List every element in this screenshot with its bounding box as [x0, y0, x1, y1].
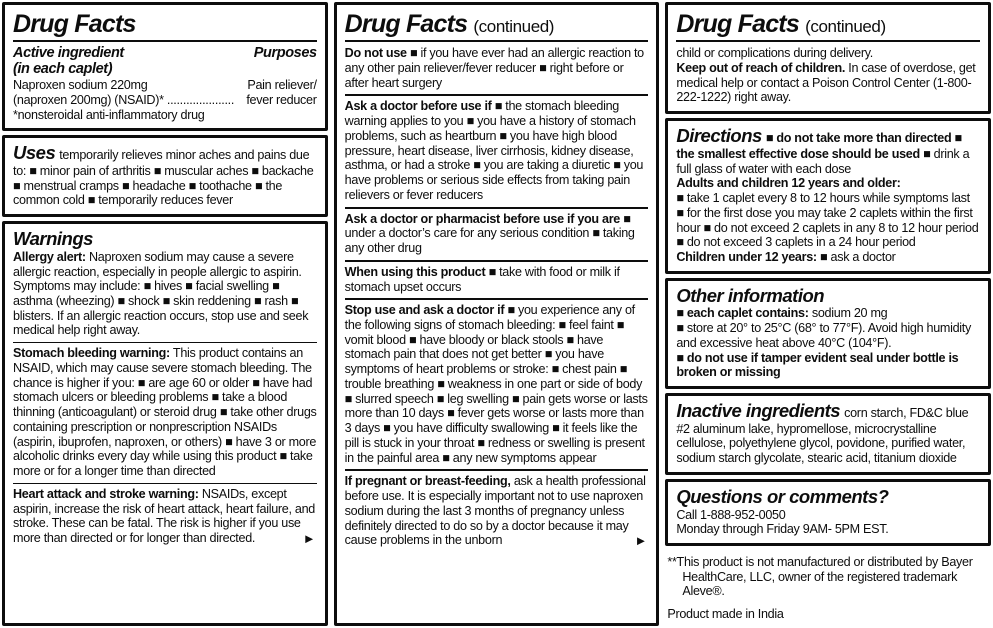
continued-suffix: (continued)	[473, 17, 555, 36]
column-right	[665, 2, 991, 626]
disclaimer-text: This product is not manufactured or distributed by Bayer HealthCare, LLC, owner of the registered trademark Aleve®.	[676, 554, 973, 599]
children-head: Children under 12 years:	[676, 249, 817, 264]
drug-facts-title: Drug Facts	[13, 10, 136, 38]
stomach-bleeding-section	[13, 342, 317, 479]
panel-inactive-ingredients	[665, 393, 991, 475]
do-not-use-head: Do not use	[344, 46, 407, 61]
pregnant-body: ask a health professional before use. It is especially important not to use naproxen sodium during the last 3 months of pregnancy unless definitely directed to do so by a doctor because it may cause problems in the unborn	[344, 474, 646, 548]
ask-doctor-body: ■ the stomach bleeding warning applies to you ■ you have a history of stomach problems, such as heartburn ■ you have high blood pressure, heart disease, liver cirrhosis, kidney disease, asthma, or had a stroke ■ you are taking a diuretic ■ you have problems or serious side effects from taking pain relievers or fever reducers	[344, 99, 644, 202]
sodium-body: sodium 20 mg	[811, 306, 888, 321]
label-footnotes	[665, 550, 991, 622]
disclaimer-marker: **	[667, 554, 677, 569]
inactive-ingredients-body: corn starch, FD&C blue #2 aluminum lake, hypromellose, microcrystalline cellulose, polyethylene glycol, povidone, purified water, sodium starch glycolate, stearic acid, titanium dioxide	[676, 406, 969, 466]
panel-other-information	[665, 278, 991, 389]
do-not-use-body: ■ if you have ever had an allergic reaction to any other pain reliever/fever reducer ■ right before or after heart surgery	[344, 46, 644, 90]
bayer-disclaimer	[667, 555, 987, 599]
ask-doctor-section	[345, 94, 649, 202]
ask-pharmacist-head: Ask a doctor or pharmacist before use if you are	[344, 211, 621, 226]
stop-use-section	[345, 298, 649, 465]
active-ingredient-heading-line1: Active ingredient	[13, 45, 124, 62]
heart-attack-head: Heart attack and stroke warning:	[13, 486, 199, 501]
drug-facts-title-text: Drug Facts	[676, 10, 799, 38]
ask-pharmacist-section	[345, 207, 649, 256]
uses-heading: Uses	[13, 142, 56, 164]
pregnant-head: If pregnant or breast-feeding,	[344, 474, 511, 489]
drug-facts-continued-title	[345, 9, 649, 37]
purposes-heading: Purposes	[253, 45, 317, 62]
stomach-bleeding-head: Stomach bleeding warning:	[13, 346, 170, 361]
stop-use-head: Stop use and ask a doctor if	[344, 303, 505, 318]
adults-head: Adults and children 12 years and older:	[676, 176, 901, 191]
stomach-bleeding-body: This product contains an NSAID, which may cause severe stomach bleeding. The chance is higher if you: ■ are age 60 or older ■ have had stomach ulcers or bleeding problems ■ take a blood thinning (anticoagulant) or steroid drug ■ take other drugs containing prescription or nonprescription NSAIDs (aspirin, ibuprofen, naproxen, or others) ■ have 3 or more alcoholic drinks every day while using this product ■ take more or for a longer time than directed	[13, 346, 317, 479]
continued-suffix: (continued)	[805, 17, 886, 36]
continued-arrow-icon: ►	[634, 532, 648, 548]
panel-uses	[2, 135, 328, 217]
other-info-item-storage: ■ store at 20° to 25°C (68° to 77°F). Avoid high humidity and excessive heat above 40°C (104°F).	[676, 321, 971, 350]
panel-warnings	[2, 221, 328, 626]
heart-attack-body: NSAIDs, except aspirin, increase the risk of heart attack, heart failure, and stroke. These can be fatal. The risk is higher if you use more than directed or for longer than directed.	[13, 486, 316, 546]
inactive-ingredients-heading: Inactive ingredients	[676, 400, 841, 422]
divider	[13, 40, 317, 42]
panel-keep-out	[665, 2, 991, 114]
when-using-body: ■ take with food or milk if stomach upset occurs	[344, 264, 620, 294]
warnings-heading: Warnings	[13, 228, 93, 250]
questions-phone: Call 1-888-952-0050	[676, 507, 786, 522]
nsaid-footnote: *nonsteroidal anti-inflammatory drug	[13, 107, 205, 122]
other-info-item-sodium	[676, 306, 980, 321]
active-ingredient-heading	[13, 46, 124, 78]
ask-doctor-head: Ask a doctor before use if	[344, 99, 492, 114]
made-in-text: Product made in India	[667, 607, 784, 622]
sodium-head: ■ each caplet contains:	[676, 306, 809, 321]
keep-out-body: In case of overdose, get medical help or contact a Poison Control Center (1-800-222-1222) right away.	[676, 60, 976, 105]
ingredient-name-alt: (naproxen 200mg) (NSAID)* .....................	[13, 92, 235, 107]
pregnancy-carryover-text: child or complications during delivery.	[676, 46, 874, 61]
ingredient-name: Naproxen sodium 220mg	[13, 78, 148, 93]
directions-children	[676, 250, 980, 265]
ingredient-row-1	[13, 78, 317, 93]
ask-pharmacist-body: ■ under a doctor’s care for any serious condition ■ taking any other drug	[344, 211, 635, 256]
questions-hours: Monday through Friday 9AM- 5PM EST.	[676, 522, 889, 537]
drug-facts-continued-title	[676, 9, 980, 37]
purpose-value-2: fever reducer	[246, 92, 317, 107]
stop-use-body: ■ you experience any of the following signs of stomach bleeding: ■ feel faint ■ vomit blood ■ have bloody or black stools ■ have stomach pain that does not get better ■ you have symptoms of heart problems or stroke: ■ chest pain ■ trouble breathing ■ weakness in one part or side of body ■ slurred speech ■ leg swelling ■ pain gets worse or lasts more than 10 days ■ fever gets worse or lasts more than 3 days ■ you have difficulty swallowing ■ it feels like the pill is stuck in your throat ■ redness or swelling is present in the painful area ■ any new symptoms appear	[344, 303, 648, 465]
column-middle	[334, 2, 660, 626]
ingredient-row-2	[13, 93, 317, 108]
directions-intro-regular: ■ drink a full glass of water with each dose	[676, 146, 970, 176]
drug-facts-title-text: Drug Facts	[344, 10, 468, 38]
children-body: ■ ask a doctor	[820, 249, 896, 264]
adults-body: ■ take 1 caplet every 8 to 12 hours while symptoms last ■ for the first dose you may take 2 caplets within the first hour ■ do not exceed 2 caplets in any 8 to 12 hour period ■ do not exceed 3 caplets in a 24 hour period	[676, 191, 979, 250]
other-info-item-tamper: ■ do not use if tamper evident seal under bottle is broken or missing	[676, 350, 959, 380]
keep-out-section	[676, 61, 980, 105]
divider	[345, 40, 649, 42]
allergy-alert-body: Naproxen sodium may cause a severe allergic reaction, especially in people allergic to aspirin. Symptoms may include: ■ hives ■ facial swelling ■ asthma (wheezing) ■ shock ■ skin reddening ■ rash ■ blisters. If an allergic reaction occurs, stop use and seek medical help right away.	[13, 249, 309, 338]
panel-directions	[665, 118, 991, 274]
active-ingredient-heading-row	[13, 46, 317, 78]
column-left	[2, 2, 328, 626]
heart-attack-section	[13, 483, 317, 546]
when-using-head: When using this product	[344, 264, 486, 279]
divider	[676, 40, 980, 42]
when-using-section	[345, 260, 649, 294]
purpose-value-1: Pain reliever/	[247, 78, 317, 93]
directions-intro-bold: ■ do not take more than directed ■ the smallest effective dose should be used	[676, 131, 962, 161]
uses-section	[13, 142, 317, 208]
directions-adults	[676, 176, 980, 250]
active-ingredient-heading-line2: (in each caplet)	[13, 61, 113, 78]
continued-arrow-icon: ►	[302, 530, 316, 546]
pregnant-section	[345, 469, 649, 548]
keep-out-head: Keep out of reach of children.	[676, 60, 846, 75]
allergy-alert-section	[13, 250, 317, 338]
directions-heading: Directions	[676, 125, 762, 147]
panel-active-ingredient	[2, 2, 328, 131]
uses-body: temporarily relieves minor aches and pains due to: ■ minor pain of arthritis ■ muscular aches ■ backache ■ menstrual cramps ■ headache ■ toothache ■ the common cold ■ temporarily reduces fever	[13, 148, 314, 208]
other-information-heading: Other information	[676, 284, 825, 306]
panel-questions	[665, 479, 991, 546]
allergy-alert-head: Allergy alert:	[13, 249, 86, 264]
questions-heading: Questions or comments?	[676, 485, 889, 507]
do-not-use-section	[345, 46, 649, 90]
panel-warnings-continued	[334, 2, 660, 626]
directions-intro	[676, 125, 980, 176]
